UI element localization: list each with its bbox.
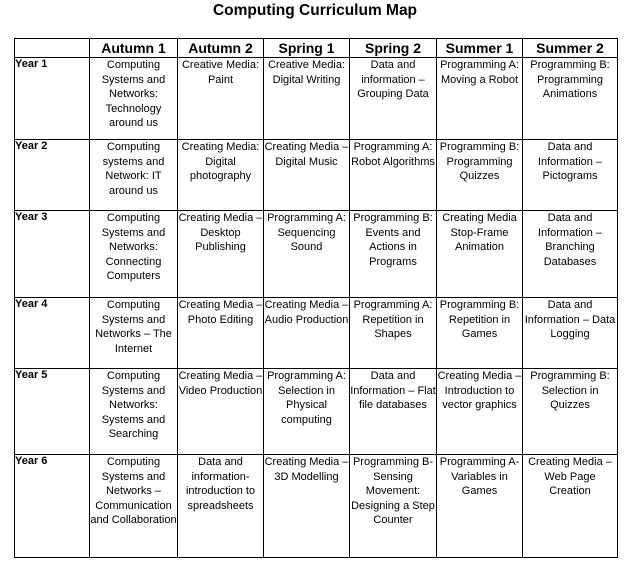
year-label: Year 4 bbox=[15, 298, 90, 369]
unit-cell: Data and information- introduction to spreadsheets bbox=[178, 455, 264, 558]
unit-cell: Computing Systems and Networks – The Internet bbox=[90, 298, 178, 369]
unit-cell: Computing systems and Network: IT around us bbox=[90, 140, 178, 211]
unit-cell: Programming B: Selection in Quizzes bbox=[523, 369, 618, 455]
column-header: Summer 1 bbox=[437, 39, 523, 58]
unit-cell: Programming A-Variables in Games bbox=[437, 455, 523, 558]
unit-cell: Programming B: Repetition in Games bbox=[437, 298, 523, 369]
unit-cell: Programming B- Sensing Movement: Designing a Step Counter bbox=[350, 455, 437, 558]
table-row bbox=[15, 211, 618, 298]
unit-cell: Creating Media – Digital Music bbox=[264, 140, 350, 211]
column-header: Summer 2 bbox=[523, 39, 618, 58]
unit-cell: Creating Media – Introduction to vector graphics bbox=[437, 369, 523, 455]
unit-cell: Creating Media – Desktop Publishing bbox=[178, 211, 264, 298]
unit-cell: Creating Media – 3D Modelling bbox=[264, 455, 350, 558]
year-label: Year 2 bbox=[15, 140, 90, 211]
table-row bbox=[15, 455, 618, 558]
unit-cell: Creating Media – Photo Editing bbox=[178, 298, 264, 369]
table-row bbox=[15, 140, 618, 211]
curriculum-table bbox=[14, 38, 618, 558]
column-header: Autumn 1 bbox=[90, 39, 178, 58]
year-label: Year 1 bbox=[15, 58, 90, 140]
unit-cell: Data and Information – Branching Databases bbox=[523, 211, 618, 298]
unit-cell: Programming A: Sequencing Sound bbox=[264, 211, 350, 298]
unit-cell: Programming A: Robot Algorithms bbox=[350, 140, 437, 211]
unit-cell: Creative Media: Digital Writing bbox=[264, 58, 350, 140]
unit-cell: Creating Media Stop-Frame Animation bbox=[437, 211, 523, 298]
unit-cell: Computing Systems and Networks: Connecting Computers bbox=[90, 211, 178, 298]
unit-cell: Programming B: Programming Animations bbox=[523, 58, 618, 140]
unit-cell: Programming A: Repetition in Shapes bbox=[350, 298, 437, 369]
unit-cell: Programming B: Events and Actions in Programs bbox=[350, 211, 437, 298]
column-header: Spring 2 bbox=[350, 39, 437, 58]
unit-cell: Creative Media: Paint bbox=[178, 58, 264, 140]
unit-cell: Creating Media – Video Production bbox=[178, 369, 264, 455]
corner-cell bbox=[15, 39, 90, 58]
table-row bbox=[15, 298, 618, 369]
column-header: Spring 1 bbox=[264, 39, 350, 58]
page-title: Computing Curriculum Map bbox=[212, 2, 418, 19]
year-label: Year 5 bbox=[15, 369, 90, 455]
unit-cell: Data and information – Grouping Data bbox=[350, 58, 437, 140]
unit-cell: Programming A: Selection in Physical computing bbox=[264, 369, 350, 455]
column-header: Autumn 2 bbox=[178, 39, 264, 58]
unit-cell: Programming B: Programming Quizzes bbox=[437, 140, 523, 211]
unit-cell: Creating Media – Web Page Creation bbox=[523, 455, 618, 558]
unit-cell: Data and Information – Flat file databases bbox=[350, 369, 437, 455]
table-row bbox=[15, 369, 618, 455]
unit-cell: Creating Media: Digital photography bbox=[178, 140, 264, 211]
year-label: Year 3 bbox=[15, 211, 90, 298]
unit-cell: Computing Systems and Networks – Communication and Collaboration bbox=[90, 455, 178, 558]
unit-cell: Data and Information – Pictograms bbox=[523, 140, 618, 211]
unit-cell: Programming A: Moving a Robot bbox=[437, 58, 523, 140]
unit-cell: Creating Media – Audio Production bbox=[264, 298, 350, 369]
year-label: Year 6 bbox=[15, 455, 90, 558]
unit-cell: Computing Systems and Networks: Technology around us bbox=[90, 58, 178, 140]
unit-cell: Data and Information – Data Logging bbox=[523, 298, 618, 369]
unit-cell: Computing Systems and Networks: Systems and Searching bbox=[90, 369, 178, 455]
table-row bbox=[15, 58, 618, 140]
header-row bbox=[15, 39, 618, 58]
